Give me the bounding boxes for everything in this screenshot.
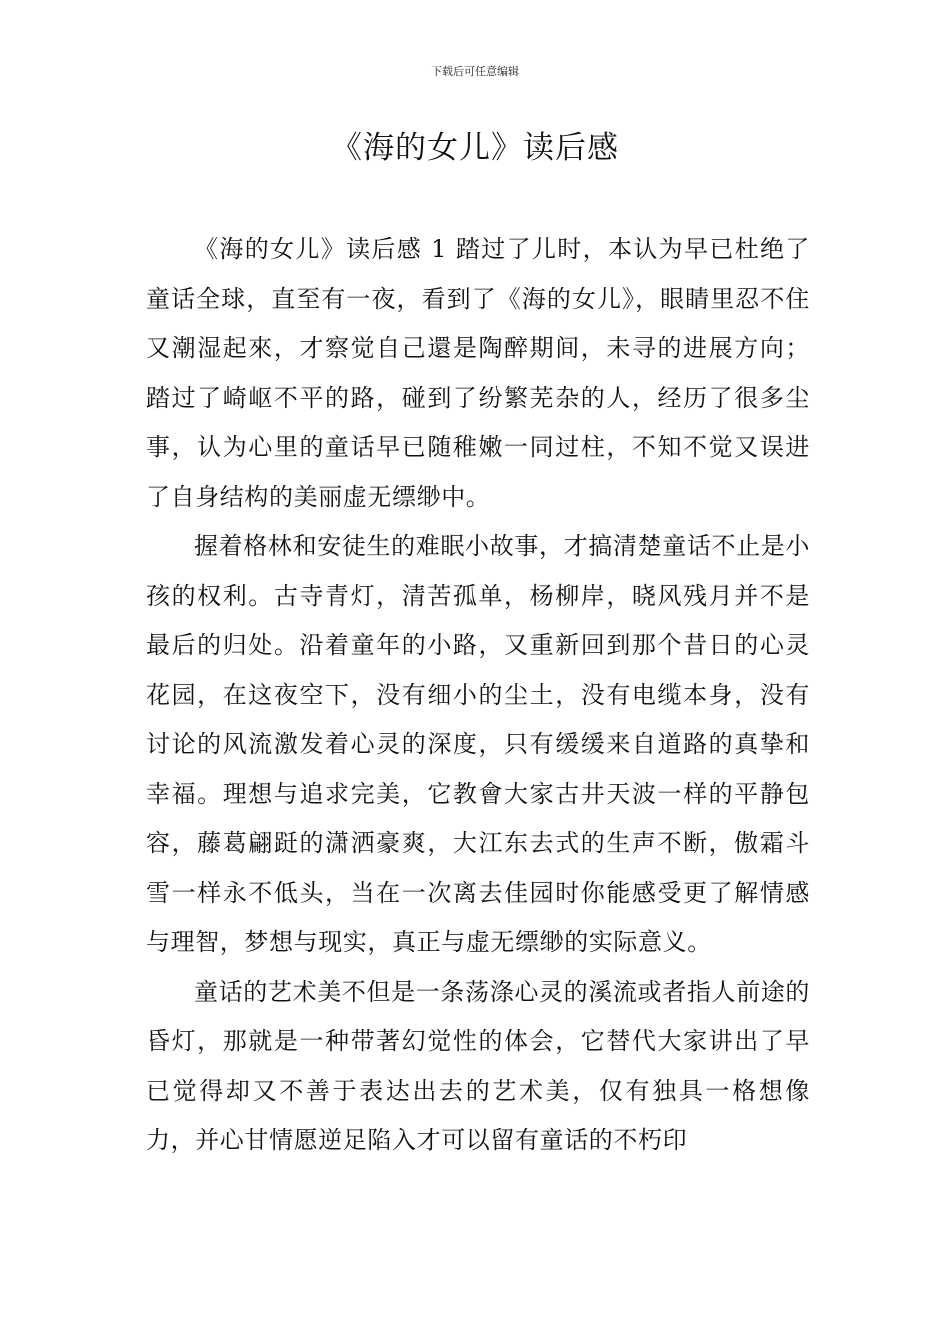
page-title: 《海的女儿》读后感	[331, 130, 619, 166]
paragraph-1: 《海的女儿》读后感 1 踏过了儿时，本认为早已杜绝了童话全球，直至有一夜，看到了《海的女儿》，眼睛里忍不住又潮湿起來，才察觉自己還是陶醉期间，未寻的进展方向；踏过了崎岖不平的路，碰到了纷繁芜杂的人，经历了很多尘事，认为心里的童话早已随稚嫩一同过柱，不知不觉又误进了自身结构的美丽虚无缥缈中。	[146, 235, 810, 511]
paragraph-2: 握着格林和安徒生的难眠小故事，才搞清楚童话不止是小孩的权利。古寺青灯，清苦孤单，杨柳岸，晓风残月并不是最后的归处。沿着童年的小路，又重新回到那个昔日的心灵花园，在这夜空下，没有细小的尘土，没有电缆本身，没有讨论的风流激发着心灵的深度，只有缓缓来自道路的真挚和幸福。理想与追求完美，它教會大家古井天波一样的平静包容，藤葛翩跹的潇洒豪爽，大江东去式的生声不断，傲霜斗雪一样永不低头，当在一次离去佳园时你能感受更了解情感与理智，梦想与现实，真正与虚无缥缈的实际意义。	[146, 532, 810, 956]
article-body	[146, 225, 810, 1166]
header-note: 下载后可任意编辑	[431, 65, 519, 78]
paragraph-3: 童话的艺术美不但是一条荡涤心灵的溪流或者指人前途的昏灯，那就是一种带著幻觉性的体会，它替代大家讲出了早已觉得却又不善于表达出去的艺术美，仅有独具一格想像力，并心甘情愿逆足陷入才可以留有童话的不朽印	[146, 977, 810, 1154]
